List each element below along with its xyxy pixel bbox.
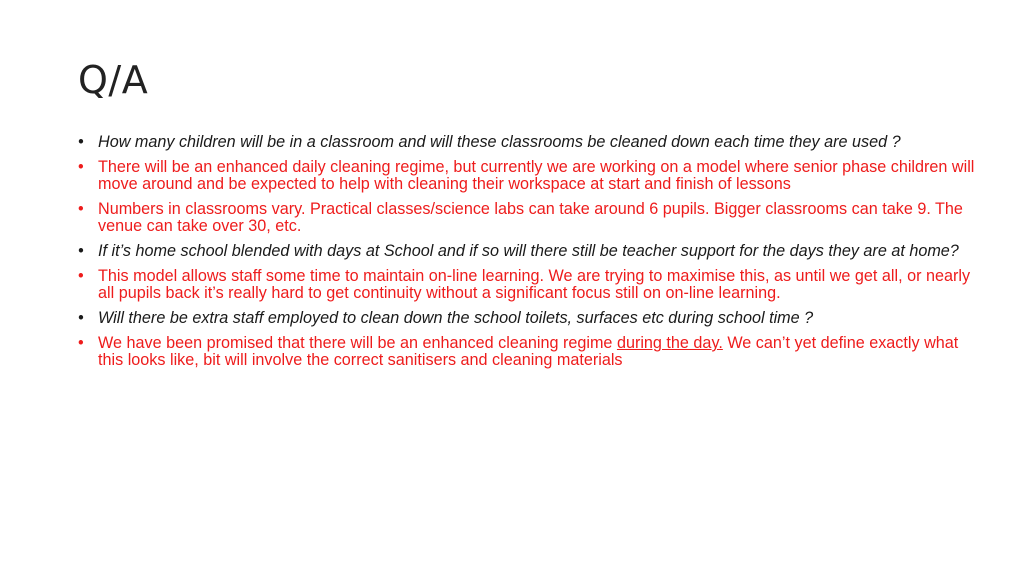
bullet-text: If it’s home school blended with days at School and if so will there still be teacher support for the days they are at home? [98,242,959,260]
bullet-dot-icon: • [78,242,84,260]
bullet-text: There will be an enhanced daily cleaning regime, but currently we are working on a model where senior phase children will move around and be expected to help with cleaning their workspace at start and finish of lessons [98,158,975,193]
bullet-answer-3 [76,268,976,302]
bullet-list [76,134,976,377]
bullet-text: Numbers in classrooms vary. Practical classes/science labs can take around 6 pupils. Bigger classrooms can take 9. The venue can take over 30, etc. [98,200,963,235]
bullet-text-after: We can’t yet define exactly what this looks like, bit will involve the correct sanitisers and cleaning materials [98,334,959,369]
bullet-text-before: We have been promised that there will be an enhanced cleaning regime [98,334,617,352]
bullet-dot-icon: • [78,158,84,176]
bullet-text: This model allows staff some time to maintain on-line learning. We are trying to maximise this, as until we get all, or nearly all pupils back it’s really hard to get continuity without a significant focus still on on-line learning. [98,267,971,302]
bullet-dot-icon: • [78,309,84,327]
bullet-dot-icon: • [78,267,84,285]
bullet-dot-icon: • [78,133,84,151]
bullet-question-1 [76,134,976,151]
slide-title: Q/A [78,58,149,102]
bullet-question-3 [76,310,976,327]
bullet-answer-2 [76,201,976,235]
bullet-text: Will there be extra staff employed to clean down the school toilets, surfaces etc during school time ? [98,309,814,327]
bullet-answer-4 [76,335,976,369]
bullet-question-2 [76,243,976,260]
bullet-answer-1 [76,159,976,193]
bullet-dot-icon: • [78,334,84,352]
bullet-text-underlined: during the day. [616,334,723,352]
bullet-text: How many children will be in a classroom and will these classrooms be cleaned down each time they are used ? [98,133,901,151]
bullet-dot-icon: • [78,200,84,218]
